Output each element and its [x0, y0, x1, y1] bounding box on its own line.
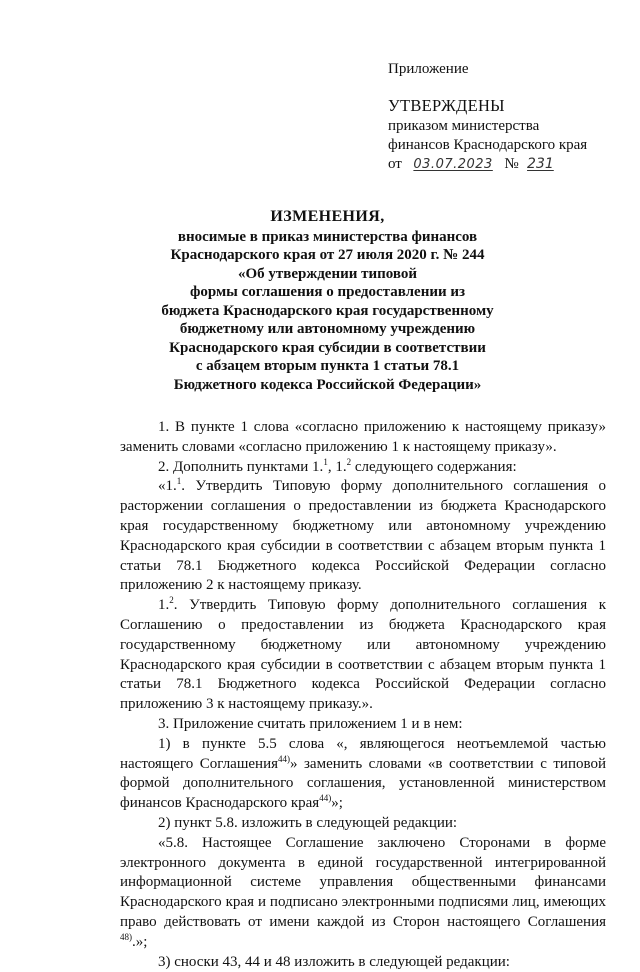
paragraph-3 — [120, 477, 606, 596]
heading-line: формы соглашения о предоставлении из — [189, 284, 466, 300]
paragraph-9: 3) сноски 43, 44 и 48 изложить в следующей редакции: — [158, 953, 510, 970]
superscript: 2 — [169, 595, 174, 606]
heading-line: Бюджетного кодекса Российской Федерации» — [173, 376, 482, 393]
heading-line: Краснодарского края от 27 июля 2020 г. № 244 — [170, 247, 485, 263]
approval-line-2: финансов Краснодарского края — [388, 137, 588, 153]
handwritten-number: 231 — [527, 156, 554, 172]
text-run: 2. Дополнить пунктами 1. — [158, 458, 324, 475]
date-prefix: от — [388, 156, 402, 172]
superscript: 1 — [323, 456, 328, 467]
document-body — [120, 418, 606, 972]
text-run: » заменить словами «в соответствии с типовой формой дополнительного соглашения, установленной министерством финансов Краснодарского края — [120, 755, 606, 812]
text-run: , 1. — [327, 458, 347, 475]
heading-line: бюджета Краснодарского края государственному — [161, 302, 494, 319]
handwritten-date: 03.07.2023 — [413, 157, 493, 172]
text-run: следующего содержания: — [351, 458, 517, 475]
heading-line: «Об утверждении типовой — [237, 265, 418, 282]
number-prefix: № — [504, 156, 519, 172]
document-heading — [140, 208, 515, 394]
heading-line: Краснодарского края субсидии в соответствии — [169, 339, 486, 356]
text-run: «1. — [158, 478, 177, 495]
approval-date-row — [388, 155, 628, 174]
paragraph-2 — [120, 458, 606, 478]
heading-line: вносимые в приказ министерства финансов — [177, 228, 478, 245]
approval-line-1: приказом министерства — [388, 118, 540, 134]
approval-block — [388, 60, 628, 174]
superscript: 44) — [319, 793, 332, 804]
text-run: 1) в пункте 5.5 слова «, являющегося неотъемлемой частью настоящего Соглашения — [120, 735, 606, 772]
paragraph-7: 2) пункт 5.8. изложить в следующей редакции: — [158, 814, 458, 831]
superscript: 1 — [176, 476, 182, 487]
approved-label: УТВЕРЖДЕНЫ — [388, 96, 505, 115]
text-run: .»; — [132, 933, 148, 950]
heading-line: бюджетному или автономному учреждению — [179, 321, 476, 337]
superscript: 48) — [120, 931, 132, 942]
heading-line: с абзацем вторым пункта 1 статьи 78.1 — [195, 358, 460, 374]
paragraph-8 — [120, 834, 606, 953]
text-run: «5.8. Настоящее Соглашение заключено Сторонами в форме электронного документа в единой государственной интегрированной информационной системе управления общественными финансами Краснодарского края и подписано электронными подписями лиц, имеющих право действовать от имени каждой из Сторон настоящего Соглашения — [120, 834, 606, 930]
text-run: »; — [331, 795, 343, 812]
text-run: . Утвердить Типовую форму дополнительного соглашения к Соглашению о предоставлении из бюджета Краснодарского края государственному бюджетному или автономному учреждению Краснодарского края субсидии в соответствии с абзацем вторым пункта 1 статьи 78.1 Бюджетного кодекса Российской Федерации согласно приложению 3 к настоящему приказу.». — [120, 597, 606, 713]
superscript: 44) — [278, 753, 290, 764]
text-run: 1. — [158, 597, 170, 614]
paragraph-1: 1. В пункте 1 слова «согласно приложению к настоящему приказу» заменить словами «согласно приложению 1 к настоящему приказу». — [120, 419, 606, 455]
paragraph-5: 3. Приложение считать приложением 1 и в нем: — [158, 715, 463, 732]
appendix-label: Приложение — [388, 61, 469, 77]
heading-title: ИЗМЕНЕНИЯ, — [270, 208, 385, 225]
paragraph-6 — [120, 735, 606, 814]
text-run: . Утвердить Типовую форму дополнительного соглашения о расторжении соглашения о предоставлении из бюджета Краснодарского края государственному бюджетному или автономному учреждению Краснодарского края субсидии в соответствии с абзацем вторым пункта 1 статьи 78.1 Бюджетного кодекса Российской Федерации согласно приложению 2 к настоящему приказу. — [120, 478, 606, 594]
superscript: 2 — [346, 456, 352, 467]
paragraph-4 — [120, 596, 606, 715]
